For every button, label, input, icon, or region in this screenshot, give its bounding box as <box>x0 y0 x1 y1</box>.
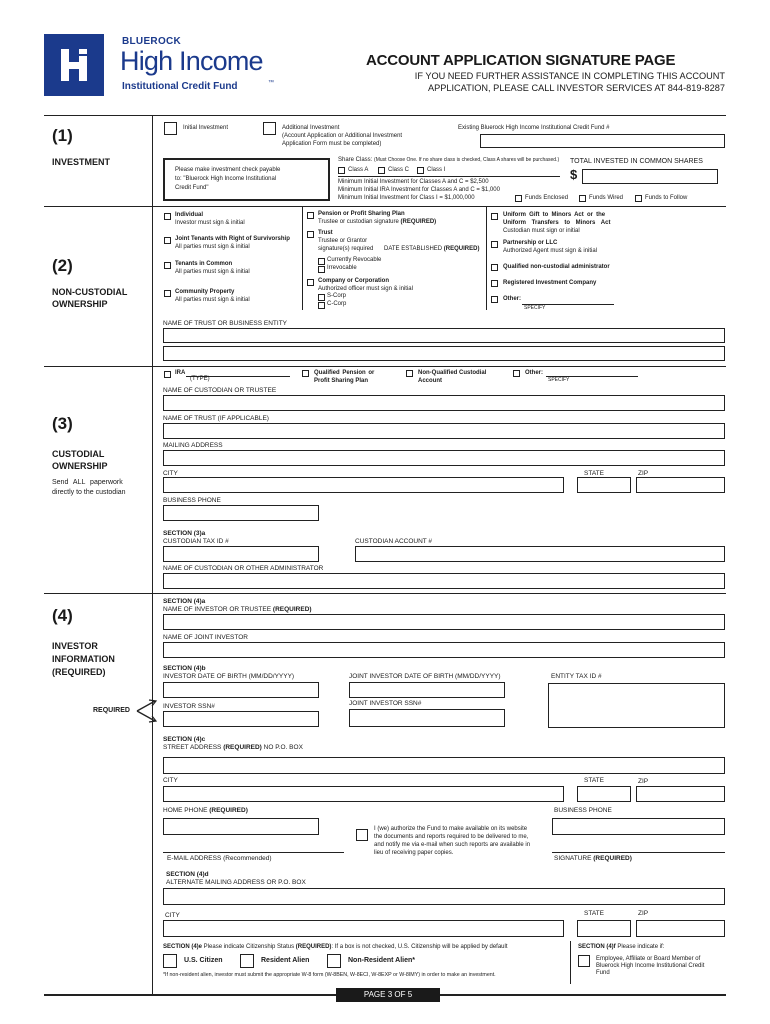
joint-tenants-sub: All parties must sign & initial <box>175 244 250 250</box>
registered-checkbox[interactable] <box>491 280 498 287</box>
class-c-label: Class C <box>388 167 410 173</box>
joint-investor-dob-input[interactable] <box>349 682 505 698</box>
additional-investment-label-2: (Account Application or Additional Investment <box>282 133 403 139</box>
alt-city-label: CITY <box>165 912 180 919</box>
pension-sub: Trustee or custodian signature (REQUIRED) <box>318 219 437 225</box>
total-invested-label: TOTAL INVESTED IN COMMON SHARES <box>570 158 703 165</box>
date-established-label: DATE ESTABLISHED (REQUIRED) <box>384 246 480 252</box>
investor-name-input[interactable] <box>163 614 725 630</box>
investor-dob-label: INVESTOR DATE OF BIRTH (MM/DD/YYYY) <box>163 673 295 680</box>
column-divider <box>302 206 303 310</box>
total-invested-input[interactable] <box>582 169 718 184</box>
entity-tax-id-input[interactable] <box>548 683 725 728</box>
community-checkbox[interactable] <box>164 290 171 297</box>
c-corp-checkbox[interactable] <box>318 302 325 309</box>
trust-business-name-input[interactable] <box>163 328 725 343</box>
alt-state-input[interactable] <box>577 920 631 937</box>
alt-zip-label: ZIP <box>638 910 649 917</box>
section-4-title-1: INVESTOR <box>52 641 98 651</box>
section-4a-label: SECTION (4)a <box>163 598 206 605</box>
community-label: Community Property <box>175 289 235 295</box>
entity-tax-id-label: ENTITY TAX ID # <box>551 673 602 680</box>
required-label: REQUIRED <box>93 707 130 714</box>
required-arrows-icon <box>135 698 159 724</box>
section-2-title-2: OWNERSHIP <box>52 299 108 309</box>
edelivery-consent-checkbox[interactable] <box>356 829 368 841</box>
investor-state-label: STATE <box>584 777 604 784</box>
column-divider <box>486 206 487 310</box>
qualified-admin-label: Qualified non-custodial administrator <box>503 264 610 270</box>
signature-line <box>552 852 725 853</box>
section-2-title-1: NON-CUSTODIAL <box>52 287 128 297</box>
custodian-state-label: STATE <box>584 470 604 477</box>
tenants-common-checkbox[interactable] <box>164 262 171 269</box>
joint-investor-name-input[interactable] <box>163 642 725 658</box>
revocable-label: Currently Revocable <box>327 257 382 263</box>
joint-investor-ssn-label: JOINT INVESTOR SSN# <box>349 700 422 707</box>
edelivery-consent-2: the documents and reports required to be delivered to me, <box>374 834 529 840</box>
minimum-3: Minimum Initial Investment for Class I = $1,000,000 <box>338 195 475 201</box>
additional-investment-checkbox[interactable] <box>263 122 276 135</box>
custodial-other-label: Other: <box>525 370 543 376</box>
qualified-admin-checkbox[interactable] <box>491 264 498 271</box>
logo-mark <box>44 34 104 96</box>
qualified-plan-checkbox[interactable] <box>302 370 309 377</box>
home-phone-label: HOME PHONE (REQUIRED) <box>163 807 248 814</box>
alt-city-input[interactable] <box>163 920 564 937</box>
ugma-sub: Custodian must sign or initial <box>503 228 580 234</box>
joint-tenants-checkbox[interactable] <box>164 237 171 244</box>
nonresident-alien-label: Non-Resident Alien* <box>348 957 416 964</box>
section-1-number: (1) <box>52 126 73 145</box>
section-4c-label: SECTION (4)c <box>163 736 206 743</box>
community-sub: All parties must sign & initial <box>175 297 250 303</box>
investor-ssn-input[interactable] <box>163 711 319 727</box>
custodian-trustee-input[interactable] <box>163 395 725 411</box>
section-3-note-2: directly to the custodian <box>52 489 126 496</box>
brand-sub: Institutional Credit Fund <box>122 81 238 92</box>
joint-investor-ssn-input[interactable] <box>349 709 505 727</box>
other-specify-label: SPECIFY <box>524 305 546 311</box>
investor-business-phone-input[interactable] <box>552 818 725 835</box>
partnership-checkbox[interactable] <box>491 241 498 248</box>
tenants-common-label: Tenants in Common <box>175 261 233 267</box>
company-sub: Authorized officer must sign & initial <box>318 286 413 292</box>
c-corp-label: C-Corp <box>327 301 347 307</box>
investor-state-input[interactable] <box>577 786 631 802</box>
funds-wired-label: Funds Wired <box>589 195 624 201</box>
minimum-1: Minimum Initial Investment for Classes A and C = $2,500 <box>338 179 489 185</box>
affiliate-label-2: Bluerock High Income Institutional Credit <box>596 963 705 969</box>
custodian-trustee-label: NAME OF CUSTODIAN OR TRUSTEE <box>163 387 277 394</box>
s-corp-label: S-Corp <box>327 293 347 299</box>
resident-alien-checkbox[interactable] <box>240 954 254 968</box>
business-phone-input[interactable] <box>163 505 319 521</box>
custodian-state-input[interactable] <box>577 477 631 493</box>
investor-dob-input[interactable] <box>163 682 319 698</box>
non-qualified-label-1: Non-Qualified Custodial <box>418 370 487 376</box>
investor-zip-label: ZIP <box>638 778 649 785</box>
section-3-title-1: CUSTODIAL <box>52 449 105 459</box>
dollar-sign: $ <box>570 167 578 182</box>
home-phone-input[interactable] <box>163 818 319 835</box>
company-checkbox[interactable] <box>307 279 314 286</box>
trust-sub-1: Trustee or Grantor <box>318 238 368 244</box>
trust-business-name-input-2[interactable] <box>163 346 725 361</box>
investor-city-label: CITY <box>163 777 178 784</box>
business-phone-label: BUSINESS PHONE <box>163 497 221 504</box>
ira-label: IRA <box>175 370 186 376</box>
ira-type-label: (TYPE) <box>190 376 210 382</box>
trust-checkbox[interactable] <box>307 231 314 238</box>
page-number: PAGE 3 OF 5 <box>336 988 440 1002</box>
funds-enclosed-checkbox[interactable] <box>515 195 522 202</box>
alt-zip-input[interactable] <box>636 920 725 937</box>
section-3a-label: SECTION (3)a <box>163 530 206 537</box>
edelivery-consent-1: I (we) authorize the Fund to make available on its website <box>374 826 528 832</box>
qualified-plan-label-2: Profit Sharing Plan <box>314 378 369 384</box>
irrevocable-label: Irrevocable <box>327 265 357 271</box>
brand-top: BLUEROCK <box>122 36 182 47</box>
email-line <box>163 852 344 853</box>
custodian-zip-label: ZIP <box>638 470 649 477</box>
custodial-other-checkbox[interactable] <box>513 370 520 377</box>
section-4f-label: SECTION (4)f Please indicate if: <box>578 944 665 950</box>
joint-investor-dob-label: JOINT INVESTOR DATE OF BIRTH (MM/DD/YYYY) <box>349 673 501 680</box>
minimum-2: Minimum Initial IRA Investment for Classes A and C = $1,000 <box>338 187 500 193</box>
resident-alien-label: Resident Alien <box>261 957 310 964</box>
share-class-line <box>338 176 560 177</box>
affiliate-label-3: Fund <box>596 970 610 976</box>
non-qualified-checkbox[interactable] <box>406 370 413 377</box>
section-3-title-2: OWNERSHIP <box>52 461 108 471</box>
check-payable-note-3: Credit Fund" <box>175 185 209 191</box>
class-c-checkbox[interactable] <box>378 167 385 174</box>
section-4b-label: SECTION (4)b <box>163 665 206 672</box>
brand-main: High Income <box>120 46 263 76</box>
custodian-city-label: CITY <box>163 470 178 477</box>
column-divider <box>152 115 153 995</box>
us-citizen-checkbox[interactable] <box>163 954 177 968</box>
revocable-checkbox[interactable] <box>318 258 325 265</box>
company-label: Company or Corporation <box>318 278 390 284</box>
other-checkbox[interactable] <box>491 296 498 303</box>
page-subtitle-1: IF YOU NEED FURTHER ASSISTANCE IN COMPLETING THIS ACCOUNT <box>414 71 725 81</box>
investor-ssn-label: INVESTOR SSN# <box>163 703 215 710</box>
section-4-title-2: INFORMATION <box>52 654 115 664</box>
mailing-address-input[interactable] <box>163 450 725 466</box>
street-address-label: STREET ADDRESS (REQUIRED) NO P.O. BOX <box>163 744 303 751</box>
custodian-admin-label: NAME OF CUSTODIAN OR OTHER ADMINISTRATOR <box>163 565 324 572</box>
section-1-title: INVESTMENT <box>52 157 111 167</box>
ugma-checkbox[interactable] <box>491 213 498 220</box>
edelivery-consent-4: lieu of receiving paper copies. <box>374 850 454 856</box>
funds-follow-checkbox[interactable] <box>635 195 642 202</box>
custodian-tax-id-input[interactable] <box>163 546 319 562</box>
street-address-input[interactable] <box>163 757 725 774</box>
section-3-number: (3) <box>52 414 73 433</box>
class-a-label: Class A <box>348 167 369 173</box>
signature-label: SIGNATURE (REQUIRED) <box>554 855 632 862</box>
class-a-checkbox[interactable] <box>338 167 345 174</box>
brand-tm: ™ <box>268 80 274 86</box>
joint-tenants-label: Joint Tenants with Right of Survivorship <box>175 236 290 242</box>
investor-zip-input[interactable] <box>636 786 725 802</box>
mailing-address-label: MAILING ADDRESS <box>163 442 223 449</box>
divider <box>44 593 726 594</box>
investor-name-label: NAME OF INVESTOR OR TRUSTEE (REQUIRED) <box>163 606 312 613</box>
w8-footnote: *If non-resident alien, investor must submit the appropriate W-8 form (W-8BEN, W-8ECI, W-8EXP or W-8IMY) in order to make an investment. <box>163 972 496 978</box>
s-corp-checkbox[interactable] <box>318 294 325 301</box>
edelivery-consent-3: and notify me via e-mail when such reports are available in <box>374 842 531 848</box>
investor-business-phone-label: BUSINESS PHONE <box>554 807 612 814</box>
custodial-trust-name-label: NAME OF TRUST (IF APPLICABLE) <box>163 415 269 422</box>
existing-fund-input[interactable] <box>480 134 725 148</box>
section-3-note-1: Send ALL paperwork <box>52 479 123 486</box>
section-2-number: (2) <box>52 256 73 275</box>
initial-investment-label: Initial Investment <box>183 125 229 131</box>
column-divider <box>570 941 571 984</box>
divider <box>44 115 726 116</box>
citizenship-instruction: SECTION (4)e Please indicate Citizenship Status (REQUIRED): If a box is not checked, U.S. Citizenship will be applied by default <box>163 944 508 950</box>
page-title: ACCOUNT APPLICATION SIGNATURE PAGE <box>366 52 676 69</box>
individual-label: Individual <box>175 212 204 218</box>
section-4-title-3: (REQUIRED) <box>52 667 106 677</box>
divider <box>44 206 152 207</box>
funds-wired-checkbox[interactable] <box>579 195 586 202</box>
other-label: Other: <box>503 296 521 302</box>
custodian-account-label: CUSTODIAN ACCOUNT # <box>355 538 433 545</box>
section-4-number: (4) <box>52 606 73 625</box>
share-class-label: Share Class: (Must Choose One. If no share class is checked, Class A shares will be purchased.) <box>338 157 560 163</box>
email-label: E-MAIL ADDRESS (Recommended) <box>167 855 272 862</box>
check-payable-note-2: to: "Bluerock High Income Institutional <box>175 176 277 182</box>
trust-label: Trust <box>318 230 333 236</box>
joint-investor-name-label: NAME OF JOINT INVESTOR <box>163 634 248 641</box>
additional-investment-label-1: Additional Investment <box>282 125 340 131</box>
ira-checkbox[interactable] <box>164 371 171 378</box>
individual-checkbox[interactable] <box>164 213 171 220</box>
partnership-label: Partnership or LLC <box>503 240 558 246</box>
us-citizen-label: U.S. Citizen <box>184 957 223 964</box>
custodian-tax-id-label: CUSTODIAN TAX ID # <box>163 538 229 545</box>
alt-address-label: ALTERNATE MAILING ADDRESS OR P.O. BOX <box>166 879 306 886</box>
individual-sub: Investor must sign & initial <box>175 220 245 226</box>
section-4d-label: SECTION (4)d <box>166 871 209 878</box>
registered-label: Registered Investment Company <box>503 280 597 286</box>
custodian-zip-input[interactable] <box>636 477 725 493</box>
custodial-other-specify: SPECIFY <box>548 377 570 383</box>
ugma-label-1: Uniform Gift to Minors Act or the <box>503 212 606 218</box>
trust-business-name-label: NAME OF TRUST OR BUSINESS ENTITY <box>163 320 287 327</box>
page-subtitle-2: APPLICATION, PLEASE CALL INVESTOR SERVICES AT 844-819-8287 <box>427 83 725 93</box>
initial-investment-checkbox[interactable] <box>164 122 177 135</box>
custodian-city-input[interactable] <box>163 477 564 493</box>
funds-enclosed-label: Funds Enclosed <box>525 195 569 201</box>
custodian-account-input[interactable] <box>355 546 725 562</box>
non-qualified-label-2: Account <box>418 378 442 384</box>
additional-investment-label-3: Application Form must be completed) <box>282 141 382 147</box>
custodial-trust-name-input[interactable] <box>163 423 725 439</box>
affiliate-checkbox[interactable] <box>578 955 590 967</box>
pension-checkbox[interactable] <box>307 212 314 219</box>
check-payable-note-1: Please make investment check payable <box>175 167 281 173</box>
alt-state-label: STATE <box>584 910 604 917</box>
logo-h-icon <box>44 34 104 96</box>
tenants-common-sub: All parties must sign & initial <box>175 269 250 275</box>
class-i-label: Class I <box>427 167 446 173</box>
custodian-admin-input[interactable] <box>163 573 725 589</box>
nonresident-alien-checkbox[interactable] <box>327 954 341 968</box>
trust-sub-2: signature(s) required <box>318 246 374 252</box>
divider <box>152 206 726 207</box>
investor-city-input[interactable] <box>163 786 564 802</box>
divider <box>44 366 726 367</box>
affiliate-label-1: Employee, Affiliate or Board Member of <box>596 956 701 962</box>
existing-fund-label: Existing Bluerock High Income Institutional Credit Fund # <box>458 125 610 131</box>
class-i-checkbox[interactable] <box>417 167 424 174</box>
qualified-plan-label-1: Qualified Pension or <box>314 370 375 376</box>
pension-label: Pension or Profit Sharing Plan <box>318 211 405 217</box>
ugma-label-2: Uniform Transfers to Minors Act <box>503 220 611 226</box>
partnership-sub: Authorized Agent must sign & initial <box>503 248 598 254</box>
alt-address-input[interactable] <box>163 888 725 905</box>
irrevocable-checkbox[interactable] <box>318 266 325 273</box>
funds-follow-label: Funds to Follow <box>645 195 688 201</box>
